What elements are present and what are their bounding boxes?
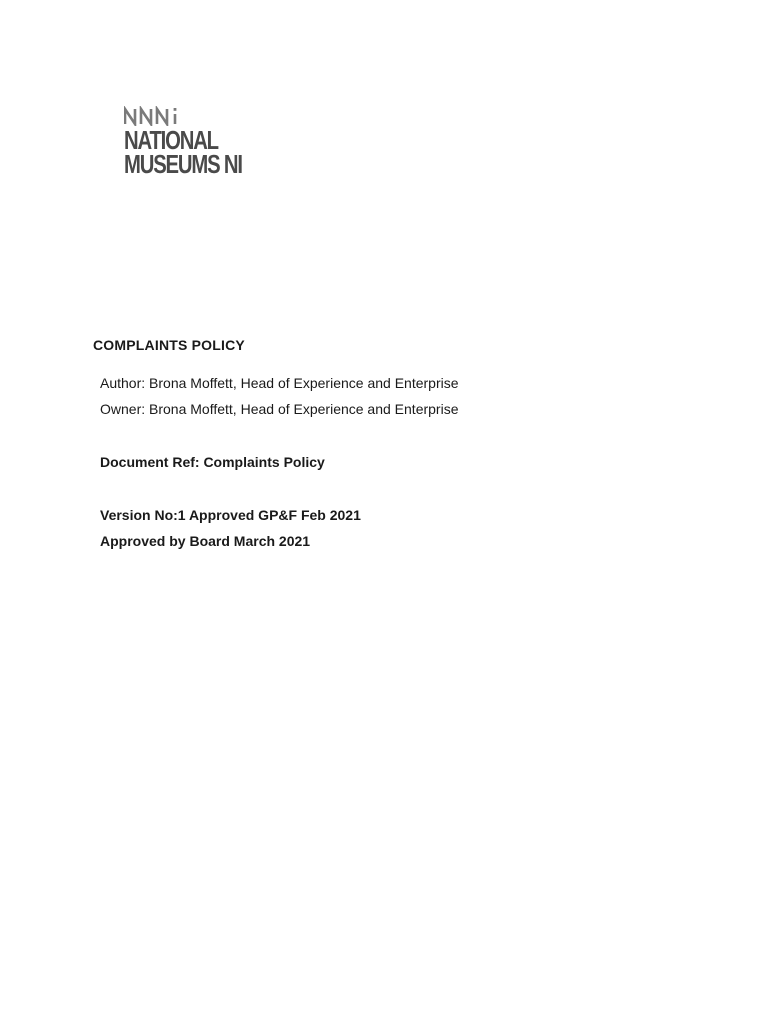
document-title: COMPLAINTS POLICY (93, 337, 245, 353)
logo-wordmark (124, 125, 242, 179)
document-reference-line: Document Ref: Complaints Policy (100, 454, 325, 470)
logo-line-museums-ni: MUSEUMS NI (124, 149, 242, 179)
national-museums-ni-logo (124, 106, 244, 186)
logo-mark-icon (124, 106, 188, 126)
version-line: Version No:1 Approved GP&F Feb 2021 (100, 507, 361, 523)
owner-line: Owner: Brona Moffett, Head of Experience and Enterprise (100, 401, 459, 417)
board-approval-line: Approved by Board March 2021 (100, 533, 311, 549)
author-line: Author: Brona Moffett, Head of Experience and Enterprise (100, 375, 459, 391)
logo-line-national: NATIONAL (124, 125, 218, 155)
